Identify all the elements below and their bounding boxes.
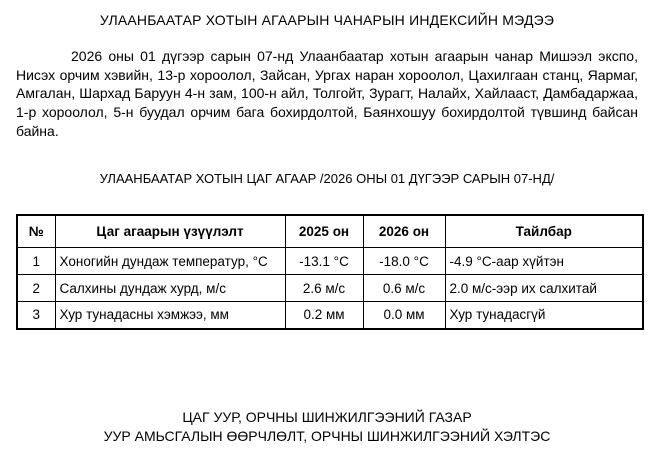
note-text: Хур тунадасгүй — [445, 302, 643, 329]
col-header-year-2025: 2025 он — [285, 215, 363, 248]
footer-org-line2: УУР АМЬСГАЛЫН ӨӨРЧЛӨЛТ, ОРЧНЫ ШИНЖИЛГЭЭНИЙ ХЭЛТЭС — [103, 427, 551, 444]
footer-org-line1: ЦАГ УУР, ОРЧНЫ ШИНЖИЛГЭЭНИЙ ГАЗАР — [182, 408, 472, 425]
weather-table — [16, 214, 644, 330]
col-header-note: Тайлбар — [445, 215, 643, 248]
value-2025: 2.6 м/с — [285, 275, 363, 302]
row-number: 1 — [17, 248, 55, 275]
col-header-indicator: Цаг агаарын үзүүлэлт — [55, 215, 285, 248]
table-row — [17, 248, 643, 275]
col-header-year-2026: 2026 он — [363, 215, 445, 248]
page-title: УЛААНБААТАР ХОТЫН АГААРЫН ЧАНАРЫН ИНДЕКСИЙН МЭДЭЭ — [99, 12, 555, 28]
note-text: -4.9 °С-аар хүйтэн — [445, 248, 643, 275]
indicator-name: Салхины дундаж хурд, м/с — [55, 275, 285, 302]
document-page — [0, 12, 654, 452]
value-2025: -13.1 °С — [285, 248, 363, 275]
row-number: 3 — [17, 302, 55, 329]
value-2026: 0.6 м/с — [363, 275, 445, 302]
value-2026: -18.0 °С — [363, 248, 445, 275]
footer — [16, 408, 638, 446]
row-number: 2 — [17, 275, 55, 302]
table-header-row — [17, 215, 643, 248]
value-2026: 0.0 мм — [363, 302, 445, 329]
table-row — [17, 275, 643, 302]
col-header-number: № — [17, 215, 55, 248]
table-row — [17, 302, 643, 329]
indicator-name: Хур тунадасны хэмжээ, мм — [55, 302, 285, 329]
value-2025: 0.2 мм — [285, 302, 363, 329]
intro-paragraph: 2026 оны 01 дүгээр сарын 07-нд Улаанбаатар хотын агаарын чанар Мишээл экспо, Нисэх орчим хэвийн, 13-р хороолол, Зайсан, Ургах наран хороолол, Цахилгаан станц, Яармаг, Амгалан, Шархад Баруун 4-н зам, 100-н айл, Толгойт, Зурагт, Налайх, Хайлааст, Дамбадаржаа, 1-р хороолол, 5-н буудал орчим бага бохирдолтой, Баянхошуу бохирдолтой түвшинд байсан байна. — [16, 48, 638, 139]
indicator-name: Хоногийн дундаж температур, °С — [55, 248, 285, 275]
section-subtitle: УЛААНБААТАР ХОТЫН ЦАГ АГААР /2026 ОНЫ 01 ДҮГЭЭР САРЫН 07-НД/ — [99, 170, 555, 186]
note-text: 2.0 м/с-ээр их салхитай — [445, 275, 643, 302]
